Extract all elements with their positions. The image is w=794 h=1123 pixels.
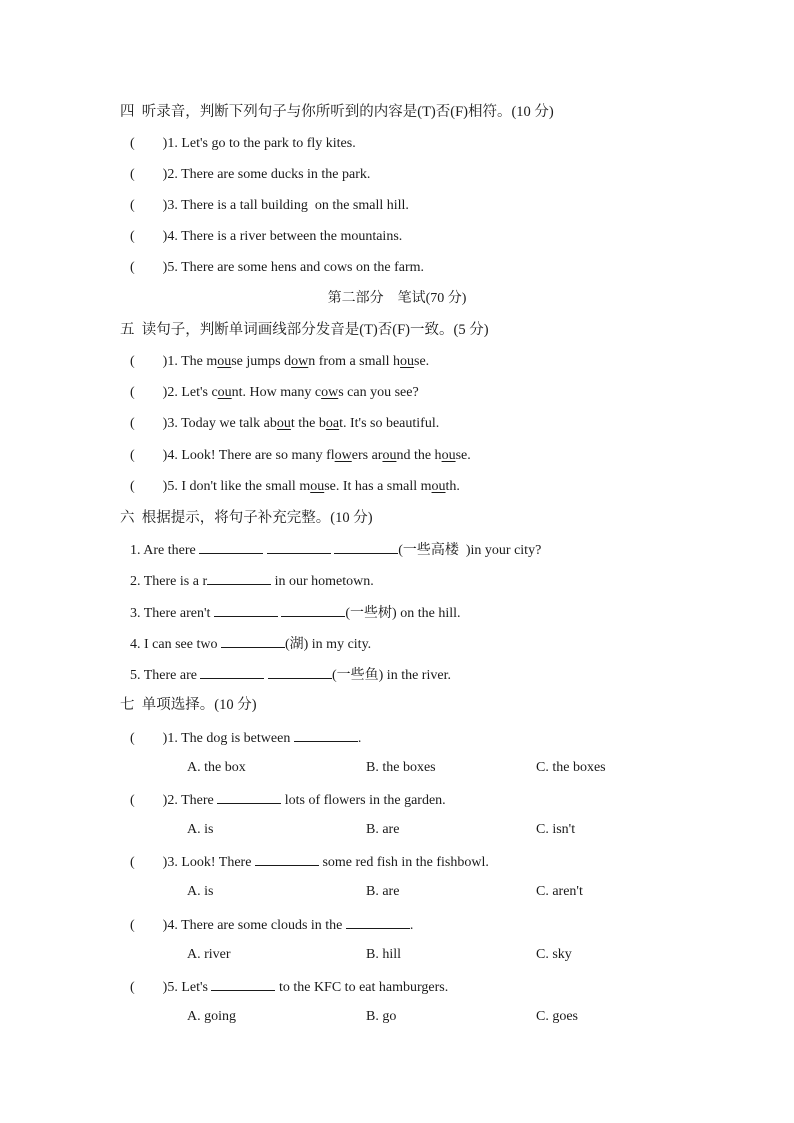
answer-blank[interactable] <box>214 603 278 617</box>
listening-item-5: ( )5. There are some hens and cows on the farm. <box>130 260 425 275</box>
fill-item-5: 5. There are (一些鱼) in the river. <box>130 665 451 685</box>
choice-3-option-c[interactable]: C. aren't <box>536 884 583 899</box>
choice-question-5: ( )5. Let's to the KFC to eat hamburgers. <box>130 977 448 997</box>
choice-5-option-b[interactable]: B. go <box>366 1009 397 1024</box>
choice-1-option-b[interactable]: B. the boxes <box>366 760 436 775</box>
choice-4-option-b[interactable]: B. hill <box>366 947 402 962</box>
answer-blank[interactable] <box>255 852 319 866</box>
answer-blank[interactable] <box>346 915 410 929</box>
answer-blank[interactable] <box>268 665 332 679</box>
choice-question-4: ( )4. There are some clouds in the . <box>130 915 413 935</box>
phonics-item-4: ( )4. Look! There are so many flowers around the house. <box>130 448 471 463</box>
choice-5-option-a[interactable]: A. going <box>187 1009 236 1024</box>
answer-blank[interactable] <box>207 571 271 585</box>
listening-item-4: ( )4. There is a river between the mountains. <box>130 229 403 244</box>
choice-2-option-a[interactable]: A. is <box>187 822 214 837</box>
section-4-title: 四 听录音，判断下列句子与你所听到的内容是(T)否(F)相符。(10 分) <box>120 104 554 120</box>
choice-1-option-a[interactable]: A. the box <box>187 760 246 775</box>
fill-item-2: 2. There is a r in our hometown. <box>130 571 374 591</box>
choice-5-option-c[interactable]: C. goes <box>536 1009 578 1024</box>
phonics-item-1: ( )1. The mouse jumps down from a small house. <box>130 354 430 369</box>
listening-item-2: ( )2. There are some ducks in the park. <box>130 167 371 182</box>
choice-1-option-c[interactable]: C. the boxes <box>536 760 606 775</box>
fill-item-1: 1. Are there (一些高楼 )in your city? <box>130 540 541 560</box>
section-6-title: 六 根据提示，将句子补充完整。(10 分) <box>120 510 373 526</box>
choice-question-1: ( )1. The dog is between . <box>130 728 361 748</box>
fill-item-4: 4. I can see two (湖) in my city. <box>130 634 371 654</box>
answer-blank[interactable] <box>281 603 345 617</box>
choice-4-option-a[interactable]: A. river <box>187 947 231 962</box>
fill-item-3: 3. There aren't (一些树) on the hill. <box>130 603 461 623</box>
choice-3-option-a[interactable]: A. is <box>187 884 214 899</box>
choice-question-3: ( )3. Look! There some red fish in the fishbowl. <box>130 852 489 872</box>
choice-2-option-c[interactable]: C. isn't <box>536 822 576 837</box>
phonics-item-2: ( )2. Let's count. How many cows can you see? <box>130 385 419 400</box>
answer-blank[interactable] <box>217 790 281 804</box>
answer-blank[interactable] <box>199 540 263 554</box>
phonics-item-5: ( )5. I don't like the small mouse. It has a small mouth. <box>130 479 460 494</box>
listening-item-3: ( )3. There is a tall building on the small hill. <box>130 198 409 213</box>
answer-blank[interactable] <box>211 977 275 991</box>
choice-2-option-b[interactable]: B. are <box>366 822 400 837</box>
answer-blank[interactable] <box>221 634 285 648</box>
choice-3-option-b[interactable]: B. are <box>366 884 400 899</box>
phonics-item-3: ( )3. Today we talk about the boat. It's so beautiful. <box>130 416 440 431</box>
answer-blank[interactable] <box>200 665 264 679</box>
answer-blank[interactable] <box>294 728 358 742</box>
answer-blank[interactable] <box>267 540 331 554</box>
answer-blank[interactable] <box>334 540 398 554</box>
choice-4-option-c[interactable]: C. sky <box>536 947 572 962</box>
part-2-heading: 第二部分 笔试(70 分) <box>327 291 467 306</box>
choice-question-2: ( )2. There lots of flowers in the garden. <box>130 790 446 810</box>
listening-item-1: ( )1. Let's go to the park to fly kites. <box>130 136 356 151</box>
section-7-title: 七 单项选择。(10 分) <box>120 697 257 713</box>
section-5-title: 五 读句子，判断单词画线部分发音是(T)否(F)一致。(5 分) <box>120 322 489 338</box>
